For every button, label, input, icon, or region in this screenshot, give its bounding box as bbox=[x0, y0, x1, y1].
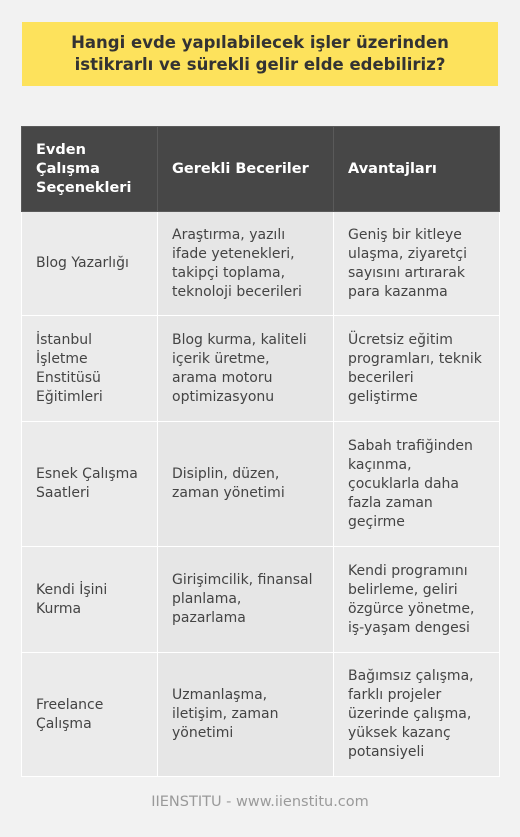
skills-cell: Uzmanlaşma, iletişim, zaman yönetimi bbox=[158, 653, 334, 777]
option-cell: Esnek Çalışma Saatleri bbox=[22, 422, 158, 547]
advantages-cell: Kendi programını belirleme, geliri özgürce yönetme, iş-yaşam dengesi bbox=[334, 547, 500, 653]
column-header-options: Evden Çalışma Seçenekleri bbox=[22, 127, 158, 212]
table-row bbox=[22, 212, 500, 316]
column-header-advantages: Avantajları bbox=[334, 127, 500, 212]
advantages-cell: Bağımsız çalışma, farklı projeler üzerinde çalışma, yüksek kazanç potansiyeli bbox=[334, 653, 500, 777]
skills-cell: Blog kurma, kaliteli içerik üretme, arama motoru optimizasyonu bbox=[158, 316, 334, 422]
footer-credit: IIENSTITU - www.iienstitu.com bbox=[151, 794, 369, 810]
skills-cell: Girişimcilik, finansal planlama, pazarlama bbox=[158, 547, 334, 653]
comparison-table bbox=[21, 126, 500, 777]
column-header-skills: Gerekli Beceriler bbox=[158, 127, 334, 212]
advantages-cell: Sabah trafiğinden kaçınma, çocuklarla daha fazla zaman geçirme bbox=[334, 422, 500, 547]
table-row bbox=[22, 653, 500, 777]
option-cell: Blog Yazarlığı bbox=[22, 212, 158, 316]
skills-cell: Disiplin, düzen, zaman yönetimi bbox=[158, 422, 334, 547]
skills-cell: Araştırma, yazılı ifade yetenekleri, takipçi toplama, teknoloji becerileri bbox=[158, 212, 334, 316]
table-header-row bbox=[22, 127, 500, 212]
option-cell: İstanbul İşletme Enstitüsü Eğitimleri bbox=[22, 316, 158, 422]
table-row bbox=[22, 422, 500, 547]
advantages-cell: Ücretsiz eğitim programları, teknik becerileri geliştirme bbox=[334, 316, 500, 422]
advantages-cell: Geniş bir kitleye ulaşma, ziyaretçi sayısını artırarak para kazanma bbox=[334, 212, 500, 316]
option-cell: Kendi İşini Kurma bbox=[22, 547, 158, 653]
table-row bbox=[22, 547, 500, 653]
page-title: Hangi evde yapılabilecek işler üzerinden istikrarlı ve sürekli gelir elde edebiliriz? bbox=[22, 22, 498, 86]
table-row bbox=[22, 316, 500, 422]
option-cell: Freelance Çalışma bbox=[22, 653, 158, 777]
